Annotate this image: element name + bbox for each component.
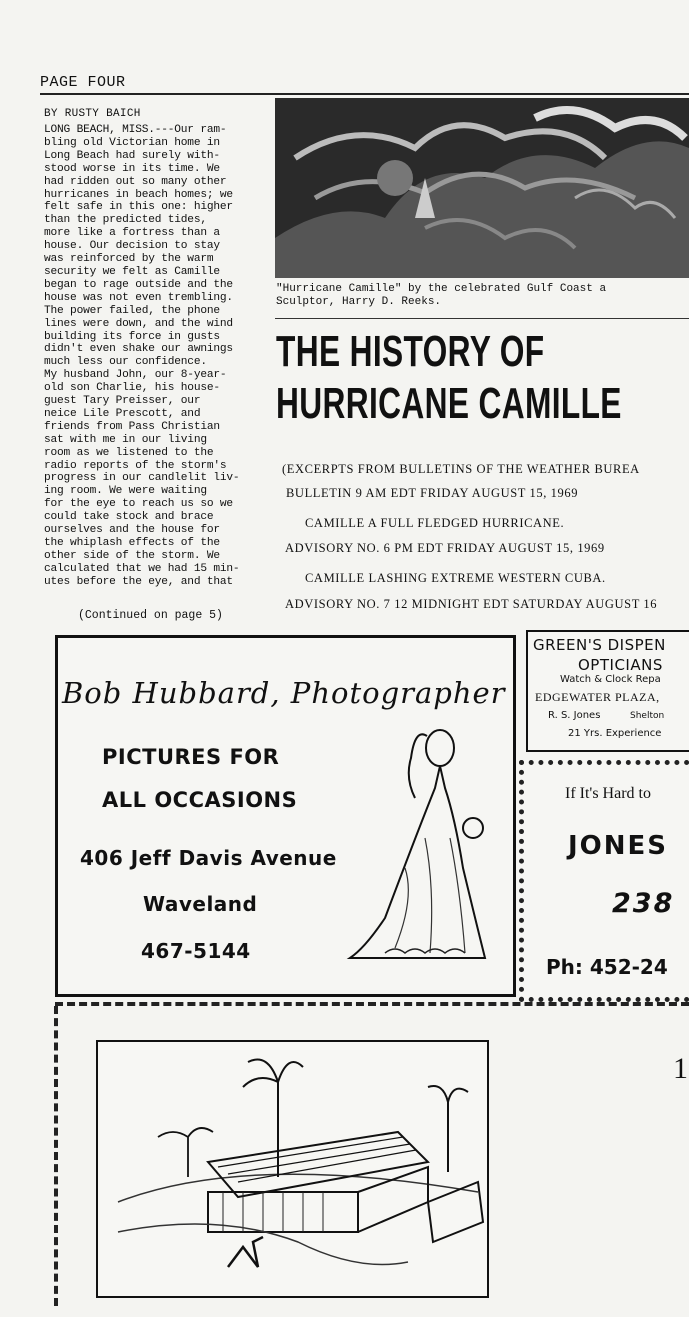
jones-phone: Ph: 452-24 bbox=[546, 955, 668, 979]
bob-line-2: ALL OCCASIONS bbox=[102, 788, 298, 812]
byline: BY RUSTY BAICH bbox=[44, 108, 141, 120]
sculpture-photo bbox=[275, 98, 689, 278]
bulletin-line-3: ADVISORY NO. 6 PM EDT FRIDAY AUGUST 15, 1969 bbox=[285, 541, 605, 555]
bottom-page-digit: 1 bbox=[673, 1052, 688, 1085]
history-headline bbox=[276, 326, 622, 430]
photo-caption: "Hurricane Camille" by the celebrated Gulf Coast a Sculptor, Harry D. Reeks. bbox=[276, 283, 607, 308]
bob-phone: 467-5144 bbox=[141, 939, 251, 963]
headline-line-1: THE HISTORY OF bbox=[276, 327, 545, 376]
greens-owner: R. S. Jones bbox=[548, 710, 601, 721]
bob-address: 406 Jeff Davis Avenue bbox=[80, 846, 337, 870]
greens-experience: 21 Yrs. Experience bbox=[568, 728, 662, 739]
building-sketch bbox=[96, 1040, 489, 1298]
bulletin-line-5: ADVISORY NO. 7 12 MIDNIGHT EDT SATURDAY AUGUST 16 bbox=[285, 597, 658, 611]
greens-sub: OPTICIANS bbox=[578, 656, 663, 674]
bob-title: Bob Hubbard, Photographer bbox=[62, 676, 506, 710]
bob-city: Waveland bbox=[143, 892, 258, 916]
greens-location: EDGEWATER PLAZA, bbox=[535, 690, 660, 704]
jones-tagline: If It's Hard to bbox=[565, 785, 651, 802]
dashed-left-border bbox=[54, 1006, 58, 1306]
caption-rule bbox=[275, 318, 689, 319]
bob-line-1: PICTURES FOR bbox=[102, 745, 280, 769]
greens-owner2: Shelton bbox=[630, 711, 665, 721]
dashed-divider bbox=[55, 1002, 689, 1006]
headline-line-2: HURRICANE CAMILLE bbox=[276, 379, 622, 428]
bulletin-line-1: BULLETIN 9 AM EDT FRIDAY AUGUST 15, 1969 bbox=[286, 486, 579, 500]
jones-number: 238 bbox=[612, 888, 675, 919]
greens-name: GREEN'S DISPEN bbox=[533, 636, 666, 654]
bulletin-intro: (EXCERPTS FROM BULLETINS OF THE WEATHER BUREA bbox=[282, 462, 640, 476]
bride-illustration bbox=[345, 718, 495, 973]
article-text: LONG BEACH, MISS.---Our ram- bling old Victorian home in Long Beach had surely with- stood worse in its time. We had ridden out so many other hurricanes in beach homes; we felt safe in this one: higher than the predicted tides, more like a fortress than a house. Our decision to stay was reinforced by the warm security we felt as Camille began to rage outside and the house was not even trembling. The power failed, the phone lines were down, and the wind building its force in gusts didn't even shake our awnings much less our confidence. My husband John, our 8-year- old son Charlie, his house- guest Tary Preisser, our neice Lile Prescott, and friends from Pass Christian sat with me in our living room as we listened to the radio reports of the storm's progress in our candlelit liv- ing room. We were waiting for the eye to reach us so we could take stock and brace ourselves and the house for the whiplash effects of the other side of the storm. We calculated that we had 15 min- utes before the eye, and that bbox=[44, 124, 240, 588]
top-rule bbox=[40, 93, 689, 95]
greens-service: Watch & Clock Repa bbox=[560, 674, 661, 685]
bulletin-line-2: CAMILLE A FULL FLEDGED HURRICANE. bbox=[305, 516, 565, 530]
bulletin-line-4: CAMILLE LASHING EXTREME WESTERN CUBA. bbox=[305, 571, 606, 585]
jones-name: JONES bbox=[568, 831, 669, 861]
continued-note: (Continued on page 5) bbox=[78, 609, 223, 622]
page-label: PAGE FOUR bbox=[40, 74, 126, 91]
